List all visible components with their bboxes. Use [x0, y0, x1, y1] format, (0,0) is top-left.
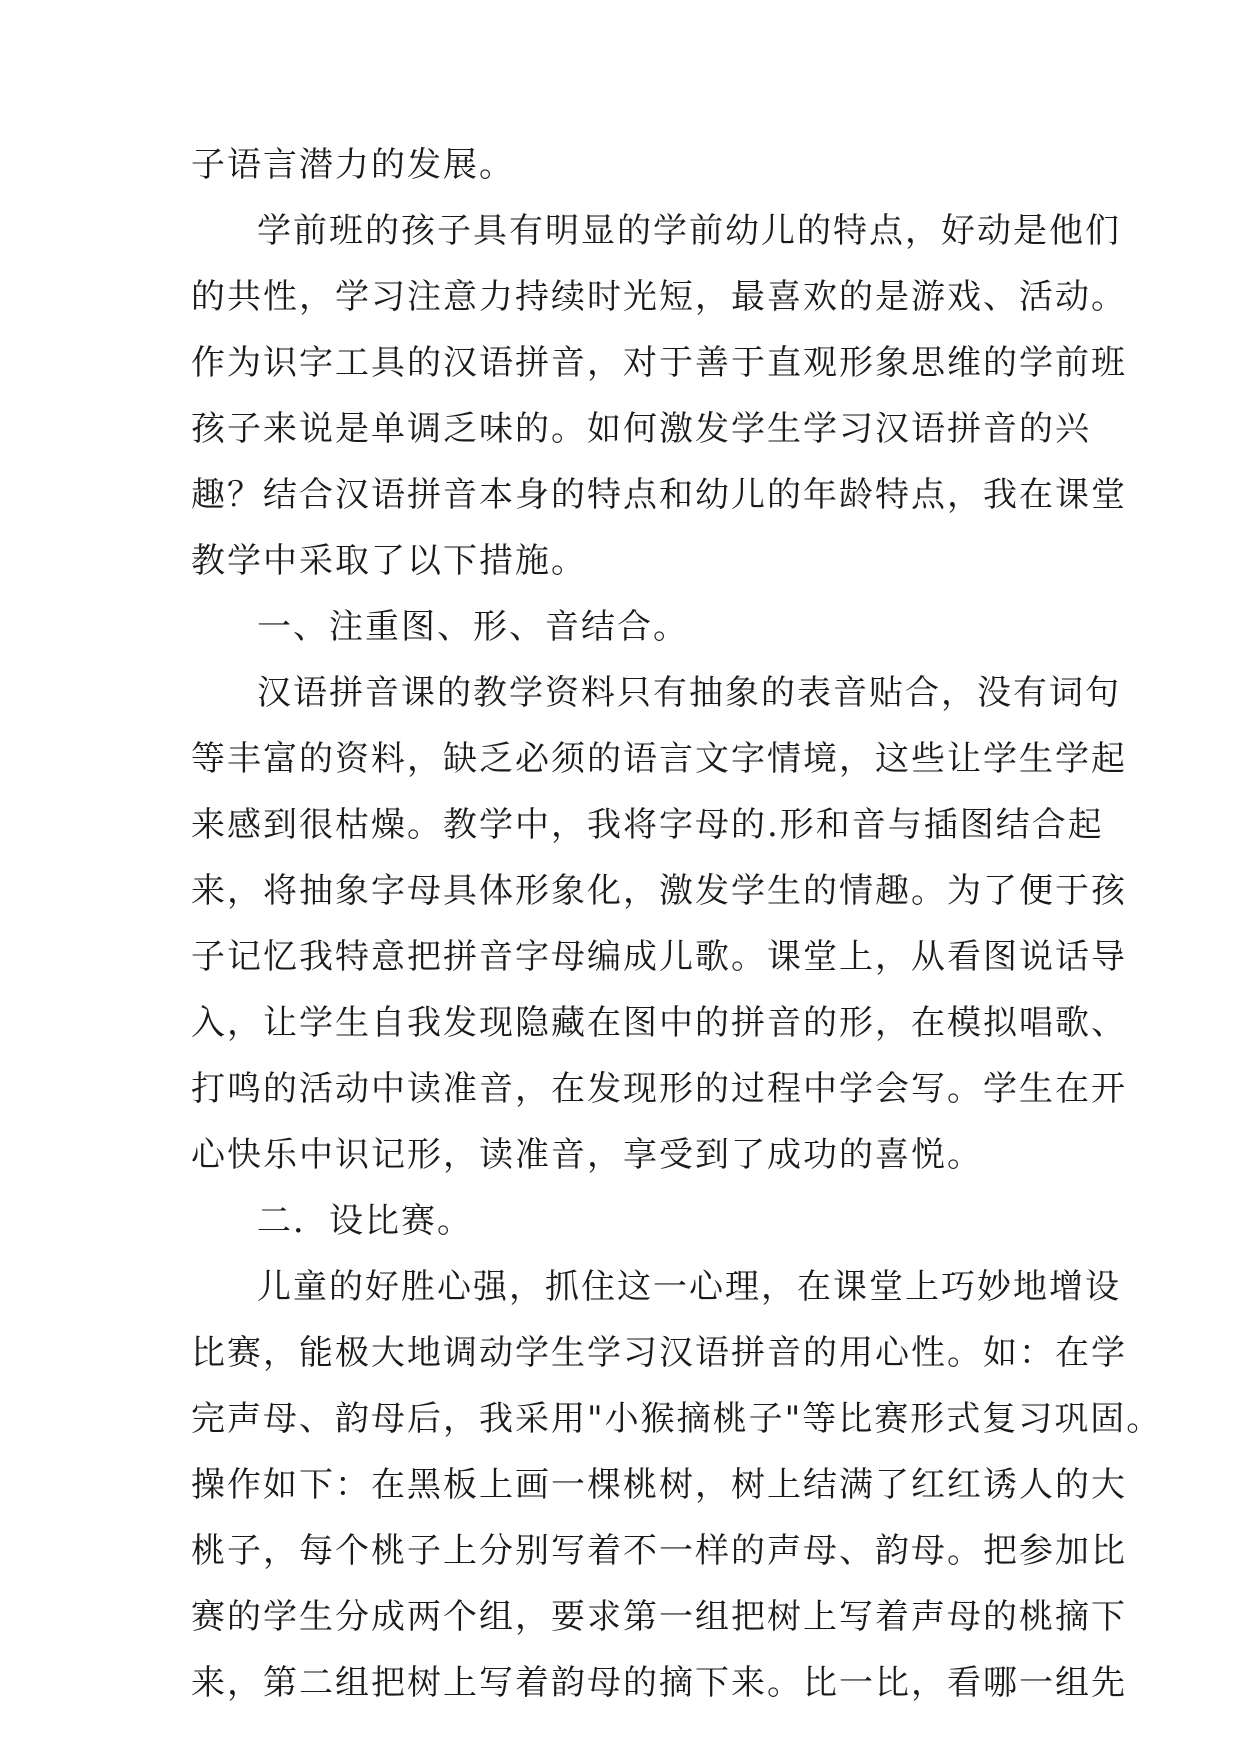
text-line: 来，第二组把树上写着韵母的摘下来。比一比，看哪一组先: [191, 1663, 1127, 1703]
text-line: 操作如下：在黑板上画一棵桃树，树上结满了红红诱人的大: [191, 1465, 1127, 1505]
text-line: 完声母、韵母后，我采用"小猴摘桃子"等比赛形式复习巩固。: [191, 1399, 1163, 1439]
text-line: 教学中采取了以下措施。: [191, 541, 587, 581]
text-line: 的共性，学习注意力持续时光短，最喜欢的是游戏、活动。: [191, 277, 1127, 317]
paragraph-first-line: 汉语拼音课的教学资料只有抽象的表音贴合，没有词句: [257, 673, 1121, 713]
paragraph-first-line: 学前班的孩子具有明显的学前幼儿的特点，好动是他们: [257, 211, 1121, 251]
section-heading-2: 二．设比赛。: [257, 1201, 473, 1241]
text-line: 赛的学生分成两个组，要求第一组把树上写着声母的桃摘下: [191, 1597, 1127, 1637]
text-line: 入，让学生自我发现隐藏在图中的拼音的形，在模拟唱歌、: [191, 1003, 1127, 1043]
text-line: 心快乐中识记形，读准音，享受到了成功的喜悦。: [191, 1135, 983, 1175]
section-heading-1: 一、注重图、形、音结合。: [257, 607, 689, 647]
paragraph-first-line: 儿童的好胜心强，抓住这一心理，在课堂上巧妙地增设: [257, 1267, 1121, 1307]
text-line: 子语言潜力的发展。: [191, 145, 515, 185]
text-line: 孩子来说是单调乏味的。如何激发学生学习汉语拼音的兴: [191, 409, 1091, 449]
text-line: 来，将抽象字母具体形象化，激发学生的情趣。为了便于孩: [191, 871, 1127, 911]
text-line: 比赛，能极大地调动学生学习汉语拼音的用心性。如：在学: [191, 1333, 1127, 1373]
text-line: 桃子，每个桃子上分别写着不一样的声母、韵母。把参加比: [191, 1531, 1127, 1571]
text-line: 作为识字工具的汉语拼音，对于善于直观形象思维的学前班: [191, 343, 1127, 383]
text-line: 趣？结合汉语拼音本身的特点和幼儿的年龄特点，我在课堂: [191, 475, 1127, 515]
text-line: 打鸣的活动中读准音，在发现形的过程中学会写。学生在开: [191, 1069, 1127, 1109]
text-line: 子记忆我特意把拼音字母编成儿歌。课堂上，从看图说话导: [191, 937, 1127, 977]
text-line: 来感到很枯燥。教学中，我将字母的.形和音与插图结合起: [191, 805, 1104, 845]
text-line: 等丰富的资料，缺乏必须的语言文字情境，这些让学生学起: [191, 739, 1127, 779]
